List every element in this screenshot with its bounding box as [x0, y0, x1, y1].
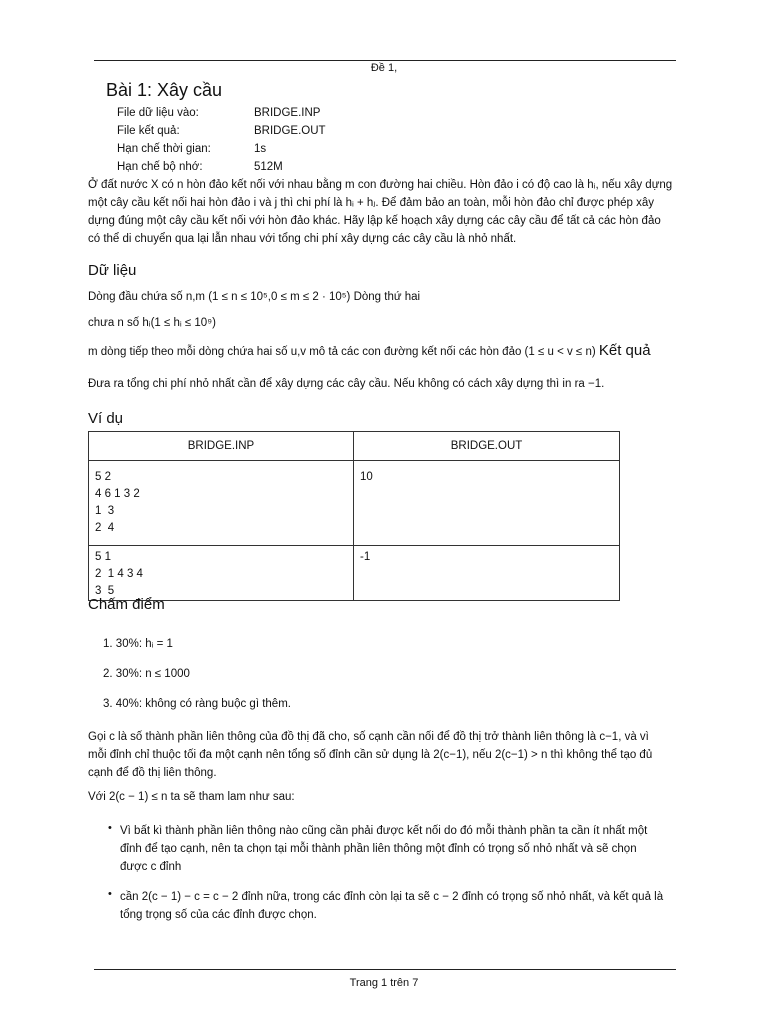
example-table [88, 431, 620, 601]
bullet-2-line-2: tổng trọng số của các đỉnh được chọn. [120, 909, 317, 921]
header-rule [94, 60, 676, 61]
example-2-input-line: 2 1 4 3 4 [95, 568, 143, 580]
meta-label-output: File kết quả: [117, 125, 180, 137]
bullet-2: • [108, 888, 112, 900]
example-2-output-line: -1 [360, 551, 371, 563]
scoring-item-num: 1. [103, 638, 113, 650]
input-line-3 [88, 342, 678, 361]
example-1-output-line: 10 [360, 471, 373, 483]
table-row [89, 546, 620, 601]
col-header-input: BRIDGE.INP [89, 432, 354, 461]
bullet-1-line-2: đỉnh để tạo cạnh, nên ta chọn tại mỗi thành phần liên thông một đỉnh có trọng số nhỏ nhất và sẽ chọn [120, 843, 637, 855]
scoring-item-num: 3. [103, 698, 113, 710]
input-line-2: chưa n số hᵢ(1 ≤ hᵢ ≤ 10⁹) [88, 317, 216, 329]
example-heading: Ví dụ [88, 410, 124, 427]
intro-line-2: một cây cầu kết nối hai hòn đảo i và j thì chi phí là hᵢ + hⱼ. Để đảm bảo an toàn, mỗi hòn đảo chỉ được phép xây [88, 197, 654, 209]
scoring-item-text: 30%: hᵢ = 1 [115, 638, 173, 650]
example-1-output [354, 461, 620, 546]
scoring-item-text: 40%: không có ràng buộc gì thêm. [115, 698, 291, 710]
example-1-input-line: 2 4 [95, 522, 115, 534]
example-1-input [89, 461, 354, 546]
example-2-input-line: 3 5 [95, 585, 115, 597]
meta-label-input: File dữ liệu vào: [117, 107, 199, 119]
scoring-item-3 [103, 698, 291, 710]
example-2-input [89, 546, 354, 601]
bullet-1-line-1: Vì bất kì thành phần liên thông nào cũng cần phải được kết nối do đó mỗi thành phần ta cần ít nhất một [120, 825, 648, 837]
bullet-1-line-3: được c đỉnh [120, 861, 182, 873]
intro-line-1: Ở đất nước X có n hòn đảo kết nối với nhau bằng m con đường hai chiều. Hòn đảo i có độ cao là hᵢ, nếu xây dựng [88, 179, 673, 191]
example-2-output [354, 546, 620, 601]
solution-line-4: Với 2(c − 1) ≤ n ta sẽ tham lam như sau: [88, 791, 295, 803]
input-line-1: Dòng đầu chứa số n,m (1 ≤ n ≤ 10⁵,0 ≤ m ≤ 2 · 10⁵) Dòng thứ hai [88, 291, 421, 303]
example-2-input-line: 5 1 [95, 551, 111, 563]
bullet-2-line-1: cần 2(c − 1) − c = c − 2 đỉnh nữa, trong các đỉnh còn lại ta sẽ c − 2 đỉnh có trọng số nhỏ nhất, và kết quả là [120, 891, 664, 903]
table-header-row [89, 432, 620, 461]
intro-line-3: dựng đúng một cây cầu kết nối với hòn đảo khác. Hãy lập kế hoạch xây dựng các cây cầu để tất cả các hòn đảo [88, 215, 661, 227]
table-row [89, 461, 620, 546]
page-footer: Trang 1 trên 7 [349, 977, 419, 989]
meta-value-input: BRIDGE.INP [254, 107, 321, 119]
meta-label-time: Hạn chế thời gian: [117, 143, 211, 155]
scoring-item-text: 30%: n ≤ 1000 [115, 668, 190, 680]
page-header: Đề 1, [370, 62, 398, 74]
intro-line-4: có thể di chuyển qua lại lẫn nhau với tổng chi phí xây dựng các cây cầu là nhỏ nhất. [88, 233, 517, 245]
solution-line-2: mỗi đỉnh chỉ thuộc tối đa một cạnh nên tổng số đỉnh cần sử dụng là 2(c−1), nếu 2(c−1) > n thì không thể tạo đủ [88, 749, 653, 761]
scoring-item-num: 2. [103, 668, 113, 680]
example-1-input-line: 1 3 [95, 505, 115, 517]
example-1-input-line: 5 2 [95, 471, 111, 483]
footer-rule [94, 969, 676, 970]
solution-line-1: Gọi c là số thành phần liên thông của đồ thị đã cho, số cạnh cần nối để đồ thị trở thành liên thông là c−1, và vì [88, 731, 649, 743]
problem-title: Bài 1: Xây cầu [106, 80, 223, 100]
meta-value-time: 1s [254, 143, 267, 155]
meta-value-memory: 512M [254, 161, 283, 173]
output-line: Đưa ra tổng chi phí nhỏ nhất cần để xây dựng các cây cầu. Nếu không có cách xây dựng thì in ra −1. [88, 378, 605, 390]
meta-value-output: BRIDGE.OUT [254, 125, 326, 137]
scoring-heading: Chấm điểm [88, 596, 165, 613]
input-line-3-text: m dòng tiếp theo mỗi dòng chứa hai số u,v mô tả các con đường kết nối các hòn đảo (1 ≤ u < v ≤ n) [88, 346, 596, 358]
scoring-item-2 [103, 668, 190, 680]
input-heading: Dữ liệu [88, 262, 137, 279]
solution-line-3: cạnh để đồ thị liên thông. [88, 767, 217, 779]
scoring-item-1 [103, 638, 173, 650]
example-1-input-line: 4 6 1 3 2 [95, 488, 140, 500]
col-header-output: BRIDGE.OUT [354, 432, 620, 461]
meta-label-memory: Hạn chế bộ nhớ: [117, 161, 203, 173]
bullet-1: • [108, 822, 112, 834]
output-heading: Kết quả [598, 342, 651, 359]
